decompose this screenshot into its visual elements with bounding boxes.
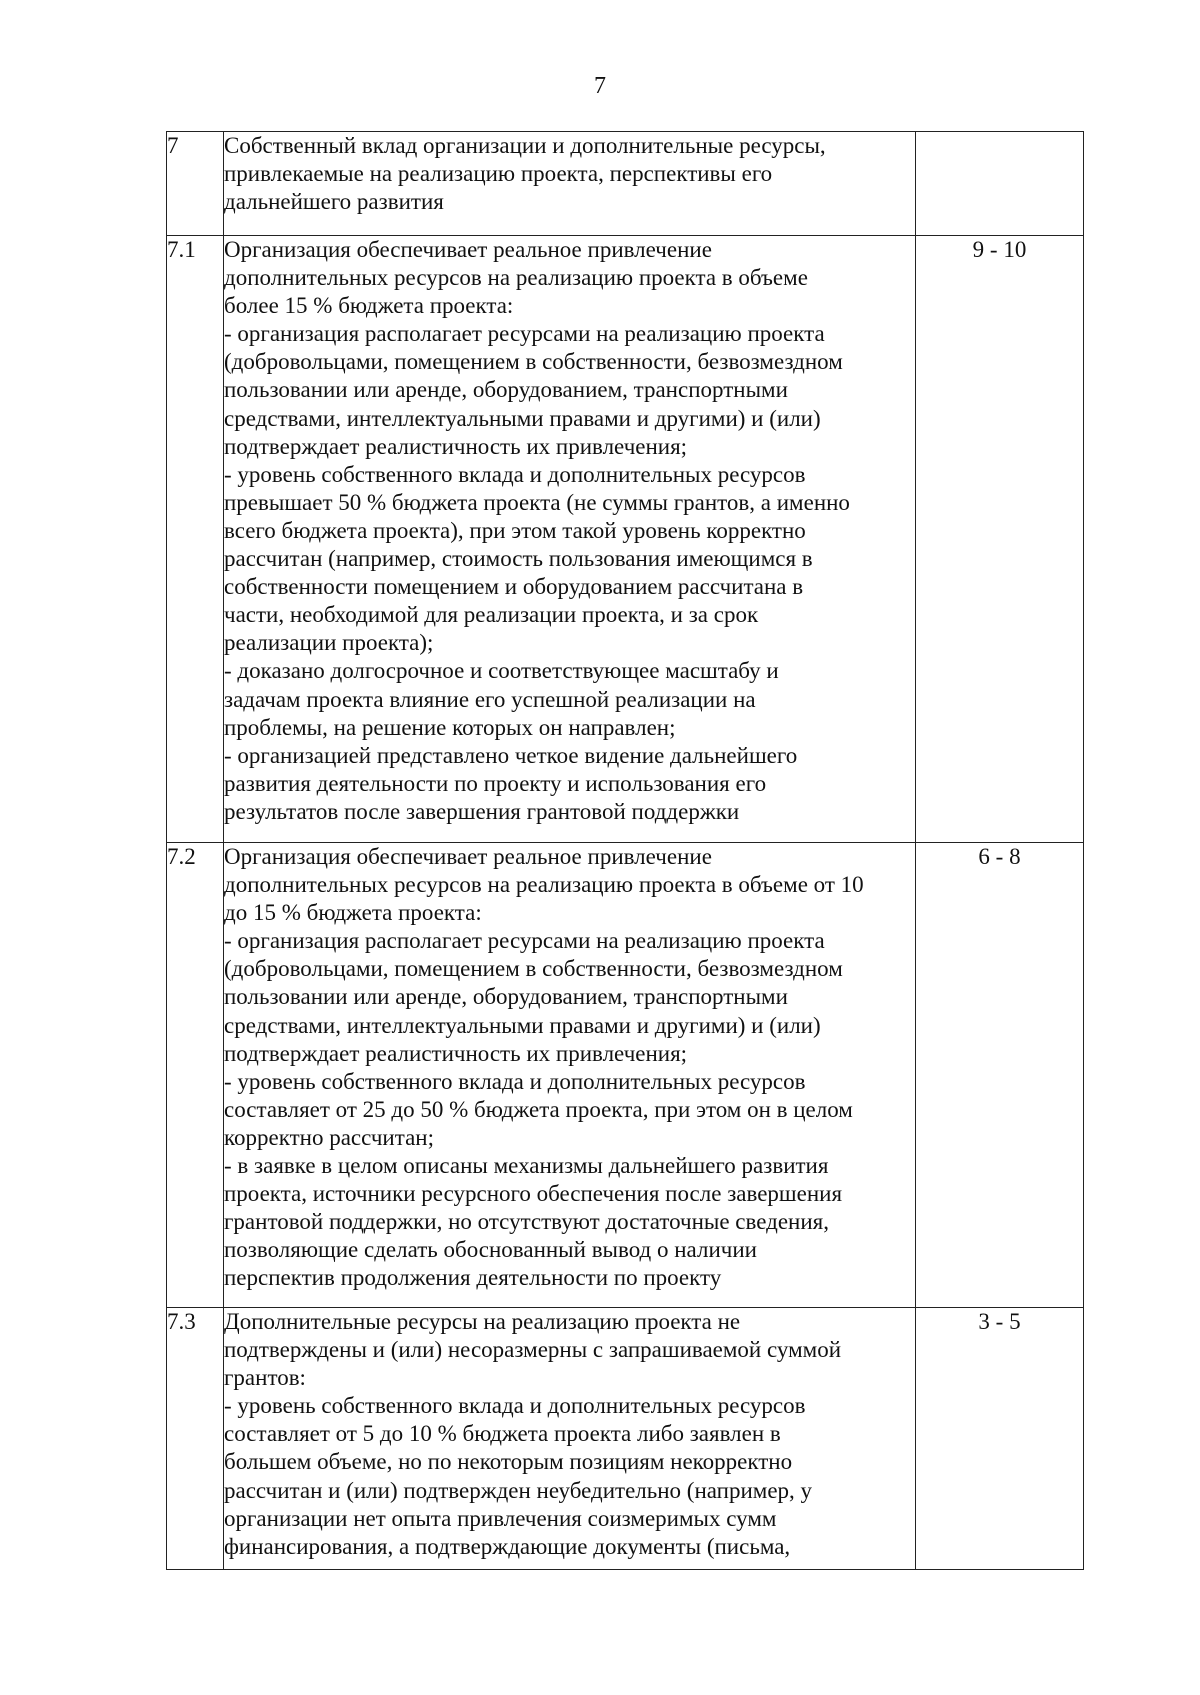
- description-line: перспектив продолжения деятельности по проекту: [224, 1265, 722, 1291]
- description-line: дополнительных ресурсов на реализацию проекта в объеме от 10: [224, 872, 864, 898]
- description-line: позволяющие сделать обоснованный вывод о наличии: [224, 1237, 757, 1263]
- description-line: средствами, интеллектуальными правами и другими) и (или): [224, 1012, 821, 1038]
- description-line: проблемы, на решение которых он направлен;: [224, 714, 676, 740]
- description-line: - уровень собственного вклада и дополнительных ресурсов: [224, 1068, 806, 1094]
- description-line: (добровольцами, помещением в собственности, безвозмездном: [224, 349, 843, 375]
- page-number: 7: [594, 73, 606, 99]
- description-line: грантовой поддержки, но отсутствуют достаточные сведения,: [224, 1209, 829, 1235]
- table-row: [167, 132, 1084, 236]
- table-row: [167, 843, 1084, 1308]
- description-line: организации нет опыта привлечения соизмеримых сумм: [224, 1505, 777, 1531]
- description-line: пользовании или аренде, оборудованием, транспортными: [224, 984, 788, 1010]
- description-line: средствами, интеллектуальными правами и другими) и (или): [224, 405, 821, 431]
- description-line: развития деятельности по проекту и использования его: [224, 770, 767, 796]
- description-line: - в заявке в целом описаны механизмы дальнейшего развития: [224, 1153, 829, 1179]
- description-line: грантов:: [224, 1365, 306, 1391]
- description-line: корректно рассчитан;: [224, 1124, 434, 1150]
- criteria-table: [166, 131, 1084, 1570]
- description-line: подтверждены и (или) несоразмерны с запрашиваемой суммой: [224, 1337, 842, 1363]
- description-line: результатов после завершения грантовой поддержки: [224, 798, 740, 824]
- description-line: подтверждает реалистичность их привлечения;: [224, 433, 688, 459]
- description-line: более 15 % бюджета проекта:: [224, 293, 514, 319]
- description-line: дальнейшего развития: [224, 189, 444, 215]
- description-line: составляет от 25 до 50 % бюджета проекта, при этом он в целом: [224, 1096, 853, 1122]
- description-line: (добровольцами, помещением в собственности, безвозмездном: [224, 956, 843, 982]
- description-line: - доказано долгосрочное и соответствующее масштабу и: [224, 658, 779, 684]
- description-line: рассчитан и (или) подтвержден неубедительно (например, у: [224, 1477, 813, 1503]
- criterion-score: 3 - 5: [916, 1308, 1084, 1570]
- description-line: всего бюджета проекта), при этом такой уровень корректно: [224, 517, 806, 543]
- criterion-number: 7.3: [167, 1308, 224, 1570]
- description-line: подтверждает реалистичность их привлечения;: [224, 1040, 688, 1066]
- table-row: [167, 1308, 1084, 1570]
- description-line: дополнительных ресурсов на реализацию проекта в объеме: [224, 265, 808, 291]
- description-line: - организация располагает ресурсами на реализацию проекта: [224, 321, 825, 347]
- description-line: финансирования, а подтверждающие документы (письма,: [224, 1533, 791, 1559]
- description-line: - организация располагает ресурсами на реализацию проекта: [224, 928, 825, 954]
- description-line: пользовании или аренде, оборудованием, транспортными: [224, 377, 788, 403]
- description-line: - организацией представлено четкое видение дальнейшего: [224, 742, 798, 768]
- criterion-score: 9 - 10: [916, 236, 1084, 843]
- description-line: Организация обеспечивает реальное привлечение: [224, 844, 712, 869]
- description-line: реализации проекта);: [224, 630, 434, 656]
- description-line: составляет от 5 до 10 % бюджета проекта либо заявлен в: [224, 1421, 781, 1447]
- description-line: проекта, источники ресурсного обеспечения после завершения: [224, 1181, 843, 1207]
- description-line: рассчитан (например, стоимость пользования имеющимся в: [224, 546, 813, 572]
- criterion-score: [916, 132, 1084, 236]
- description-line: до 15 % бюджета проекта:: [224, 900, 482, 926]
- criterion-number: 7: [167, 132, 224, 236]
- criterion-description: [224, 132, 916, 236]
- description-line: - уровень собственного вклада и дополнительных ресурсов: [224, 461, 806, 487]
- table-row: [167, 236, 1084, 843]
- description-line: большем объеме, но по некоторым позициям некорректно: [224, 1449, 793, 1475]
- criterion-description: [224, 236, 916, 843]
- description-line: Собственный вклад организации и дополнительные ресурсы,: [224, 133, 826, 158]
- description-line: Организация обеспечивает реальное привлечение: [224, 237, 712, 262]
- description-line: Дополнительные ресурсы на реализацию проекта не: [224, 1309, 741, 1334]
- description-line: части, необходимой для реализации проекта, и за срок: [224, 602, 759, 628]
- criterion-number: 7.2: [167, 843, 224, 1308]
- criterion-description: [224, 1308, 916, 1570]
- description-line: привлекаемые на реализацию проекта, перспективы его: [224, 161, 773, 187]
- criteria-table-body: [167, 132, 1084, 1570]
- description-line: собственности помещением и оборудованием рассчитана в: [224, 574, 804, 600]
- criterion-score: 6 - 8: [916, 843, 1084, 1308]
- description-line: задачам проекта влияние его успешной реализации на: [224, 686, 756, 712]
- criterion-description: [224, 843, 916, 1308]
- description-line: превышает 50 % бюджета проекта (не суммы грантов, а именно: [224, 489, 850, 515]
- description-line: - уровень собственного вклада и дополнительных ресурсов: [224, 1393, 806, 1419]
- criterion-number: 7.1: [167, 236, 224, 843]
